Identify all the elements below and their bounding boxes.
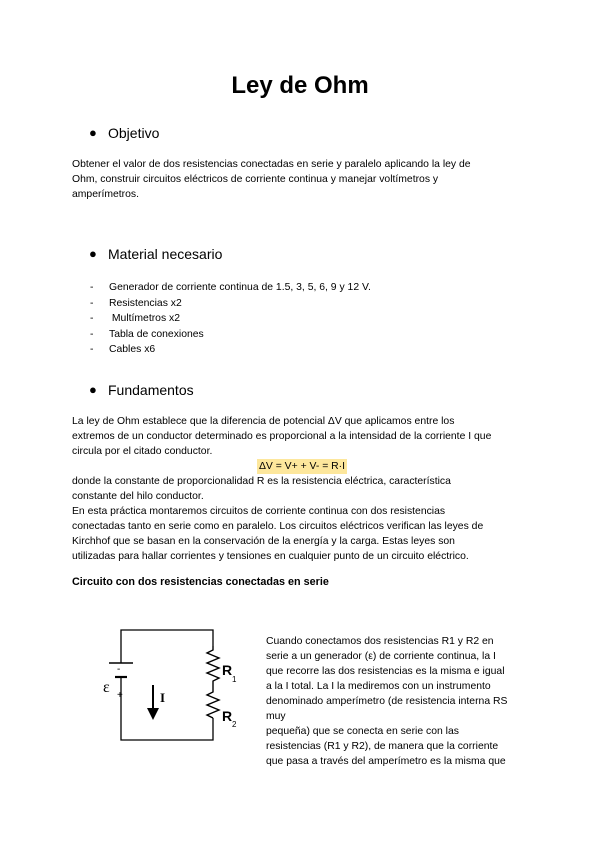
text-line: La ley de Ohm establece que la diferencia de potencial ΔV que aplicamos entre los [72, 416, 455, 427]
plus-label: + [117, 690, 123, 701]
dash-icon: - [90, 328, 94, 340]
resistor-r2-icon [207, 688, 219, 718]
current-label: I [160, 690, 166, 705]
r2-subscript: 2 [232, 720, 237, 729]
text-line: constante del hilo conductor. [72, 491, 204, 502]
battery-icon [109, 635, 133, 693]
list-item-label: Tabla de conexiones [109, 328, 204, 340]
text-line: que pasa a través del amperímetro es la misma que [266, 756, 506, 767]
text-line: a la I total. La I la mediremos con un instrumento [266, 681, 491, 692]
text-line: resistencias (R1 y R2), de manera que la corriente [266, 741, 499, 752]
section-heading-objetivo-text: Objetivo [108, 125, 160, 141]
serie-paragraph [266, 634, 536, 769]
text-line: circula por el citado conductor. [72, 446, 213, 457]
text-line: Ohm, construir circuitos eléctricos de corriente continua y manejar voltímetros y [72, 174, 439, 185]
dash-icon: - [90, 282, 94, 293]
list-item-label: Cables x6 [109, 344, 156, 355]
emf-label: ε [103, 679, 110, 696]
dash-icon: - [90, 297, 94, 309]
text-line: utilizadas para hallar corrientes y tensiones en cualquier punto de un circuito eléctrico. [72, 551, 469, 562]
text-line: Kirchhof que se basan en la conservación de la energía y la carga. Estas leyes son [72, 536, 455, 547]
text-line: donde la constante de proporcionalidad R es la resistencia eléctrica, característica [72, 476, 451, 487]
material-list [90, 280, 371, 358]
dash-icon: - [90, 344, 94, 355]
page-title: Ley de Ohm [231, 72, 369, 99]
text-line: serie a un generador (ε) de corriente continua, la I [266, 651, 496, 662]
text-line: que recorre las dos resistencias es la misma e igual [266, 666, 505, 677]
list-item [90, 311, 371, 327]
section-heading-material-text: Material necesario [108, 246, 223, 262]
text-line: extremos de un conductor determinado es proporcional a la intensidad de la corriente I que [72, 431, 492, 442]
subheading-serie: Circuito con dos resistencias conectadas en serie [72, 576, 329, 588]
formula-line [72, 459, 532, 474]
r1-label: R [222, 662, 233, 678]
circuit-wires [121, 630, 213, 740]
list-item-label: Generador de corriente continua de 1.5, 3, 5, 6, 9 y 12 V. [109, 282, 371, 293]
minus-label: - [117, 664, 121, 675]
list-item [90, 296, 371, 312]
current-arrow-icon [147, 685, 159, 720]
text-line: Obtener el valor de dos resistencias conectadas en serie y paralelo aplicando la ley de [72, 159, 471, 170]
text-line: conectadas tanto en serie como en paralelo. Los circuitos eléctricos verifican las leyes de [72, 521, 484, 532]
list-item [90, 327, 371, 343]
objetivo-paragraph [72, 157, 532, 202]
list-item-label: Multímetros x2 [109, 313, 181, 324]
text-line: En esta práctica montaremos circuitos de corriente continua con dos resistencias [72, 506, 446, 517]
ohm-formula: ΔV = V+ + V- = R·I [258, 461, 346, 472]
text-line: muy [266, 711, 286, 722]
section-heading-fundamentos-text: Fundamentos [108, 382, 194, 398]
text-line: Cuando conectamos dos resistencias R1 y R2 en [266, 636, 494, 647]
bullet-icon: ● [89, 246, 97, 261]
series-circuit-diagram [95, 630, 237, 748]
r2-label: R [222, 708, 233, 724]
resistor-r1-icon [207, 646, 219, 688]
fundamentos-paragraph [72, 414, 532, 564]
text-line: amperímetros. [72, 189, 139, 200]
bullet-icon: ● [89, 125, 97, 140]
text-line: pequeña) que se conecta en serie con las [266, 726, 459, 737]
r1-subscript: 1 [232, 675, 237, 684]
list-item [90, 280, 371, 296]
bullet-icon: ● [89, 382, 97, 397]
text-line: denominado amperímetro (de resistencia interna RS [266, 696, 508, 707]
list-item [90, 342, 371, 358]
dash-icon: - [90, 313, 94, 324]
list-item-label: Resistencias x2 [109, 297, 182, 309]
